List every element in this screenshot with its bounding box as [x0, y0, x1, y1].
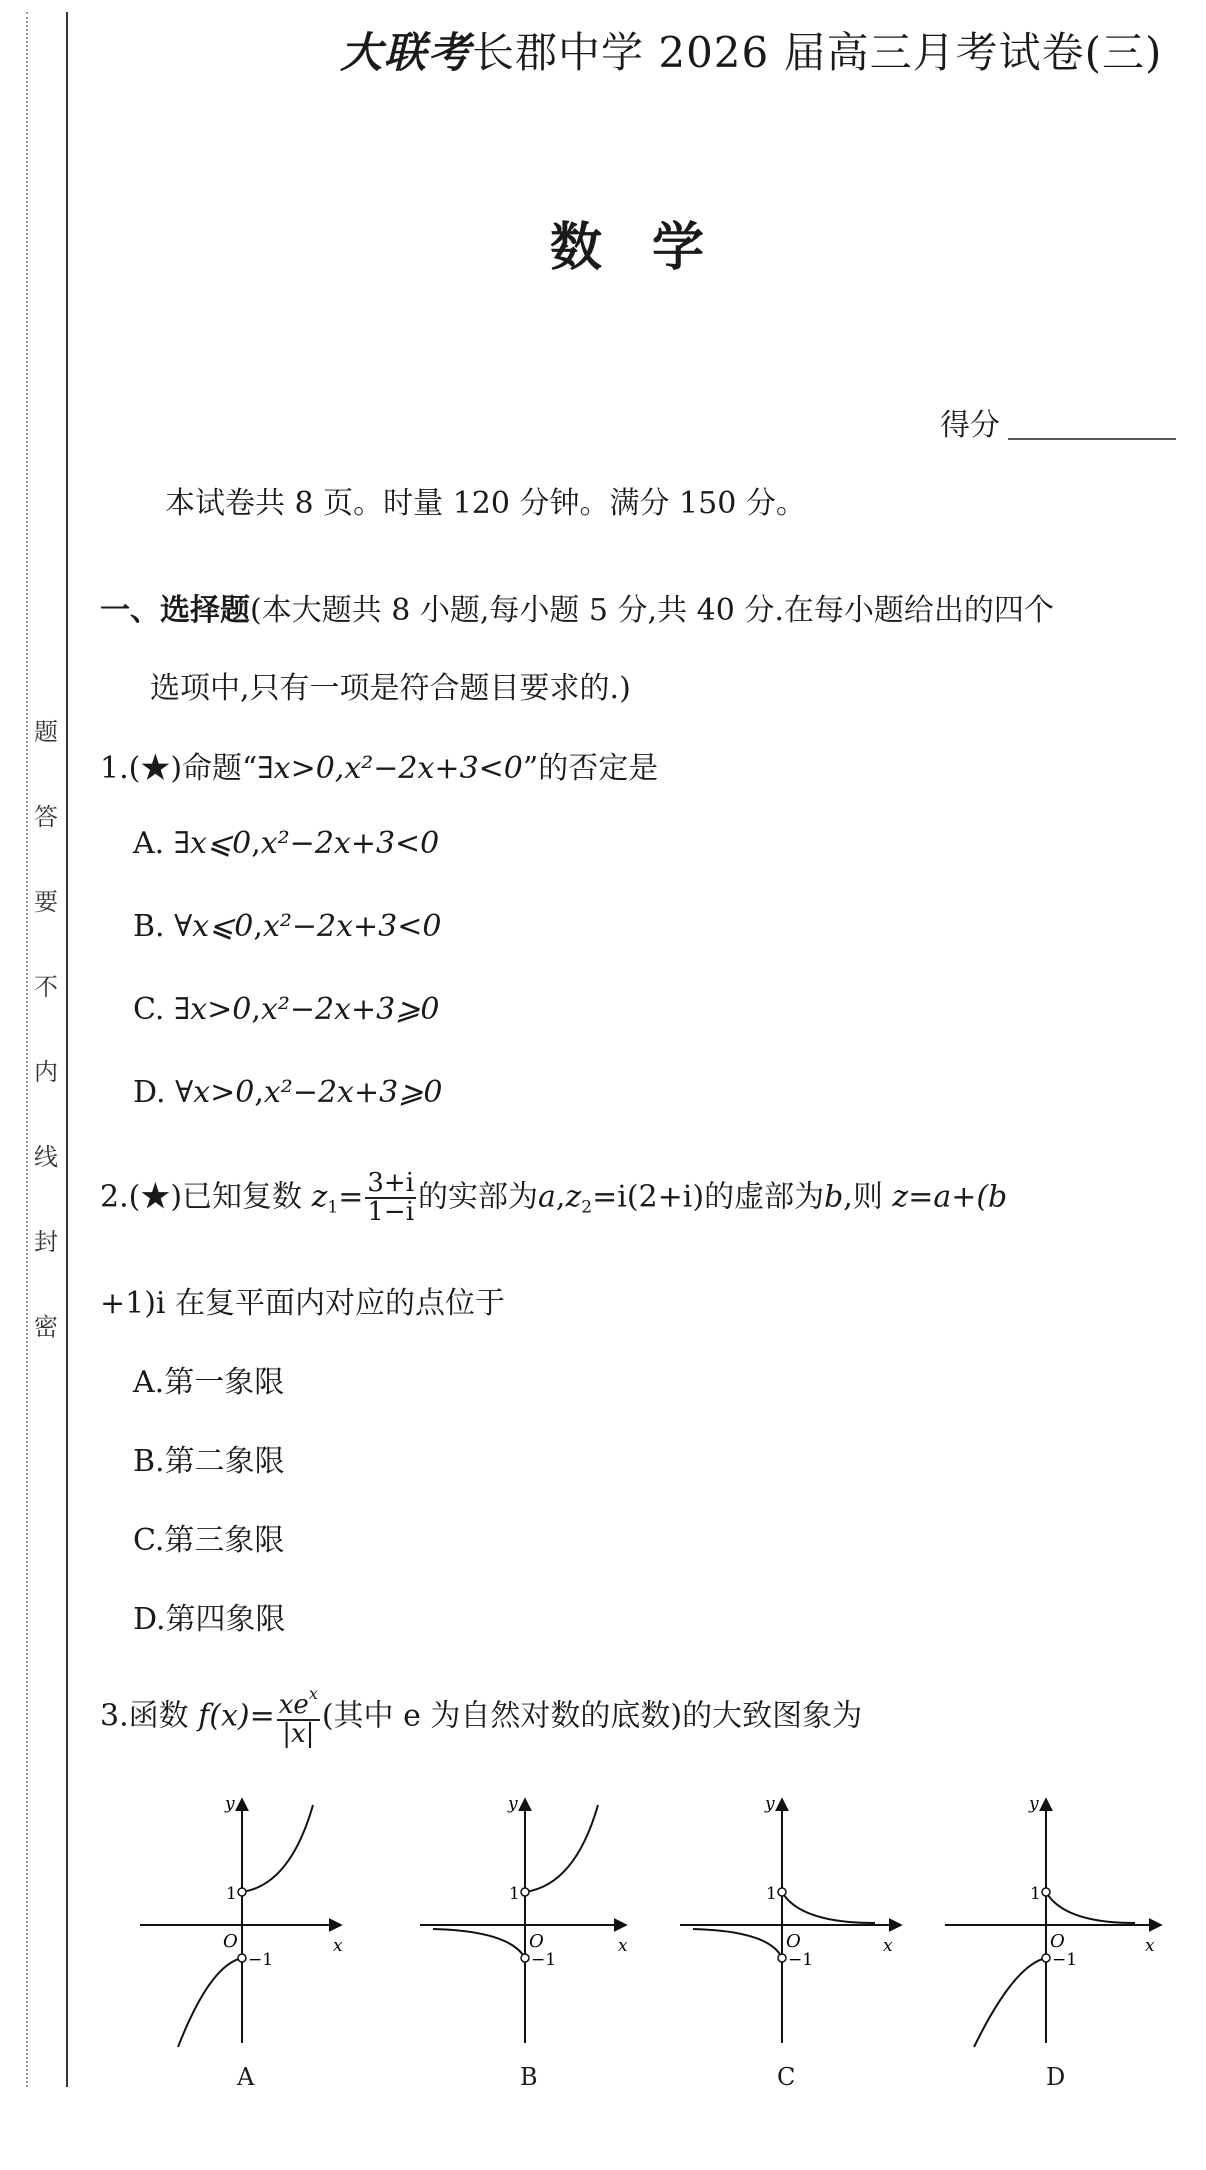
graph-option-c[interactable]: [675, 1785, 935, 2070]
quantifier: ∀: [174, 909, 193, 944]
option-cond: x>0: [193, 1075, 255, 1110]
svg-text:−1: −1: [248, 1950, 274, 1970]
option-cond: x⩽0: [192, 909, 254, 944]
option-text: 第二象限: [164, 1444, 285, 1479]
question-2-option-a[interactable]: [133, 1357, 284, 1401]
option-label: D.: [133, 1602, 166, 1637]
fraction-numerator: [277, 1686, 320, 1721]
svg-text:−1: −1: [1052, 1950, 1078, 1970]
fraction-numerator: 3+i: [367, 1168, 415, 1198]
svg-text:y: y: [508, 1794, 518, 1814]
question-3-stem: [100, 1686, 862, 1749]
difficulty-star-icon: (★): [128, 1179, 183, 1215]
graph-label-a: A: [237, 2063, 255, 2091]
stem-text: (其中 e 为自然对数的底数)的大致图象为: [321, 1698, 863, 1734]
fraction: [277, 1686, 320, 1749]
var-b: b: [824, 1179, 844, 1215]
subject-title: 数学: [550, 218, 755, 278]
option-label: C.: [133, 992, 165, 1027]
fraction-denominator: 1−i: [367, 1197, 415, 1228]
numerator-text: xe: [278, 1690, 309, 1720]
equals: =: [338, 1179, 364, 1215]
svg-text:y: y: [1029, 1794, 1039, 1814]
section-title: 一、选择题: [100, 593, 250, 628]
difficulty-star-icon: (★): [128, 751, 183, 786]
stem-text: ,则: [843, 1179, 883, 1215]
stem-text: =i(2+i)的虚部为: [592, 1179, 825, 1215]
svg-text:x: x: [333, 1936, 343, 1956]
var-z2: z: [565, 1179, 582, 1215]
svg-text:1: 1: [1030, 1884, 1041, 1904]
seal-char: 不: [34, 973, 58, 1001]
stem-text: 已知复数: [182, 1179, 303, 1215]
z-expression: z=a+(b: [892, 1179, 1008, 1215]
option-label: A.: [133, 826, 165, 861]
question-number: 1.: [100, 751, 129, 786]
fraction-denominator: |x|: [282, 1719, 315, 1750]
svg-text:y: y: [765, 1794, 775, 1814]
svg-text:O: O: [529, 1931, 544, 1952]
exam-title: 长郡中学 2026 届高三月考试卷(三): [472, 28, 1163, 77]
score-blank[interactable]: [1008, 438, 1176, 440]
option-label: C.: [133, 1523, 165, 1558]
question-2-option-d[interactable]: [133, 1594, 286, 1638]
option-expr: x²−2x+3<0: [260, 826, 440, 861]
stem-text: ”的否定是: [522, 751, 659, 786]
svg-text:1: 1: [226, 1884, 237, 1904]
graph-label-d: D: [1046, 2063, 1066, 2091]
seal-char: 要: [34, 888, 58, 916]
stem-text: 的实部为: [418, 1179, 539, 1215]
section-heading: [100, 585, 1054, 629]
question-2-option-c[interactable]: [133, 1515, 284, 1559]
quantifier: ∃: [173, 992, 191, 1027]
option-label: D.: [133, 1075, 166, 1110]
stem-math: ∃x>0,x²−2x+3<0: [257, 751, 523, 786]
svg-text:−1: −1: [788, 1950, 814, 1970]
brand-name: 大联考: [340, 28, 473, 77]
graph-option-d[interactable]: [940, 1785, 1200, 2070]
question-number: 3.: [100, 1698, 129, 1734]
question-2-option-b[interactable]: [133, 1436, 285, 1480]
score-label: 得分: [940, 408, 1000, 443]
svg-text:x: x: [883, 1936, 893, 1956]
option-label: B.: [133, 1444, 165, 1479]
svg-text:1: 1: [509, 1884, 520, 1904]
superscript: x: [308, 1684, 318, 1703]
option-cond: x⩽0: [190, 826, 252, 861]
seal-char: 密: [34, 1313, 58, 1341]
svg-text:O: O: [223, 1931, 238, 1952]
question-1-option-a[interactable]: A. ∃x⩽0,x²−2x+3<0: [133, 826, 440, 861]
svg-text:O: O: [786, 1931, 801, 1952]
question-2-stem: [100, 1170, 1007, 1227]
quantifier: ∃: [173, 826, 191, 861]
question-1-option-c[interactable]: C. ∃x>0,x²−2x+3⩾0: [133, 992, 440, 1027]
exam-intro: 本试卷共 8 页。时量 120 分钟。满分 150 分。: [165, 486, 806, 521]
option-label: B.: [133, 909, 165, 944]
svg-text:O: O: [1050, 1931, 1065, 1952]
question-1-option-d[interactable]: D. ∀x>0,x²−2x+3⩾0: [133, 1075, 443, 1110]
svg-text:y: y: [225, 1794, 235, 1814]
svg-text:x: x: [618, 1936, 628, 1956]
svg-text:1: 1: [766, 1884, 777, 1904]
seal-dotted-line: [26, 12, 28, 2087]
exam-header: [340, 20, 1162, 80]
graph-option-b[interactable]: [415, 1785, 675, 2070]
subscript: 1: [327, 1197, 339, 1218]
option-text: 第一象限: [164, 1365, 285, 1400]
var-a: a: [538, 1179, 556, 1215]
svg-text:−1: −1: [531, 1950, 557, 1970]
svg-text:x: x: [1145, 1936, 1155, 1956]
seal-char: 线: [34, 1143, 58, 1171]
graph-label-b: B: [520, 2063, 538, 2091]
fraction: [365, 1170, 416, 1227]
graph-option-a[interactable]: [130, 1785, 390, 2070]
quantifier: ∀: [175, 1075, 194, 1110]
graph-label-c: C: [777, 2063, 796, 2091]
seal-char: 题: [34, 718, 58, 746]
comma: ,: [555, 1179, 566, 1215]
question-1-option-b[interactable]: B. ∀x⩽0,x²−2x+3<0: [133, 909, 442, 944]
option-expr: x²−2x+3⩾0: [260, 992, 440, 1027]
function-name: f(x)=: [198, 1698, 275, 1734]
section-desc: (本大题共 8 小题,每小题 5 分,共 40 分.在每小题给出的四个: [250, 593, 1054, 628]
section-desc-line2: 选项中,只有一项是符合题目要求的.): [150, 671, 631, 706]
question-number: 2.: [100, 1179, 129, 1215]
question-2-stem-line2: +1)i 在复平面内对应的点位于: [100, 1286, 506, 1321]
option-text: 第三象限: [164, 1523, 285, 1558]
margin-border-line: [66, 12, 68, 2087]
option-expr: x²−2x+3<0: [262, 909, 442, 944]
option-expr: x²−2x+3⩾0: [263, 1075, 443, 1110]
stem-text: 命题“: [182, 751, 258, 786]
seal-char: 封: [34, 1228, 58, 1256]
option-label: A.: [133, 1365, 165, 1400]
option-cond: x>0: [190, 992, 252, 1027]
stem-text: 函数: [128, 1698, 189, 1734]
subscript: 2: [581, 1197, 593, 1218]
var-z1: z: [311, 1179, 328, 1215]
seal-char: 答: [34, 803, 58, 831]
option-text: 第四象限: [165, 1602, 286, 1637]
seal-char: 内: [34, 1058, 58, 1086]
question-1-stem: [100, 743, 658, 787]
